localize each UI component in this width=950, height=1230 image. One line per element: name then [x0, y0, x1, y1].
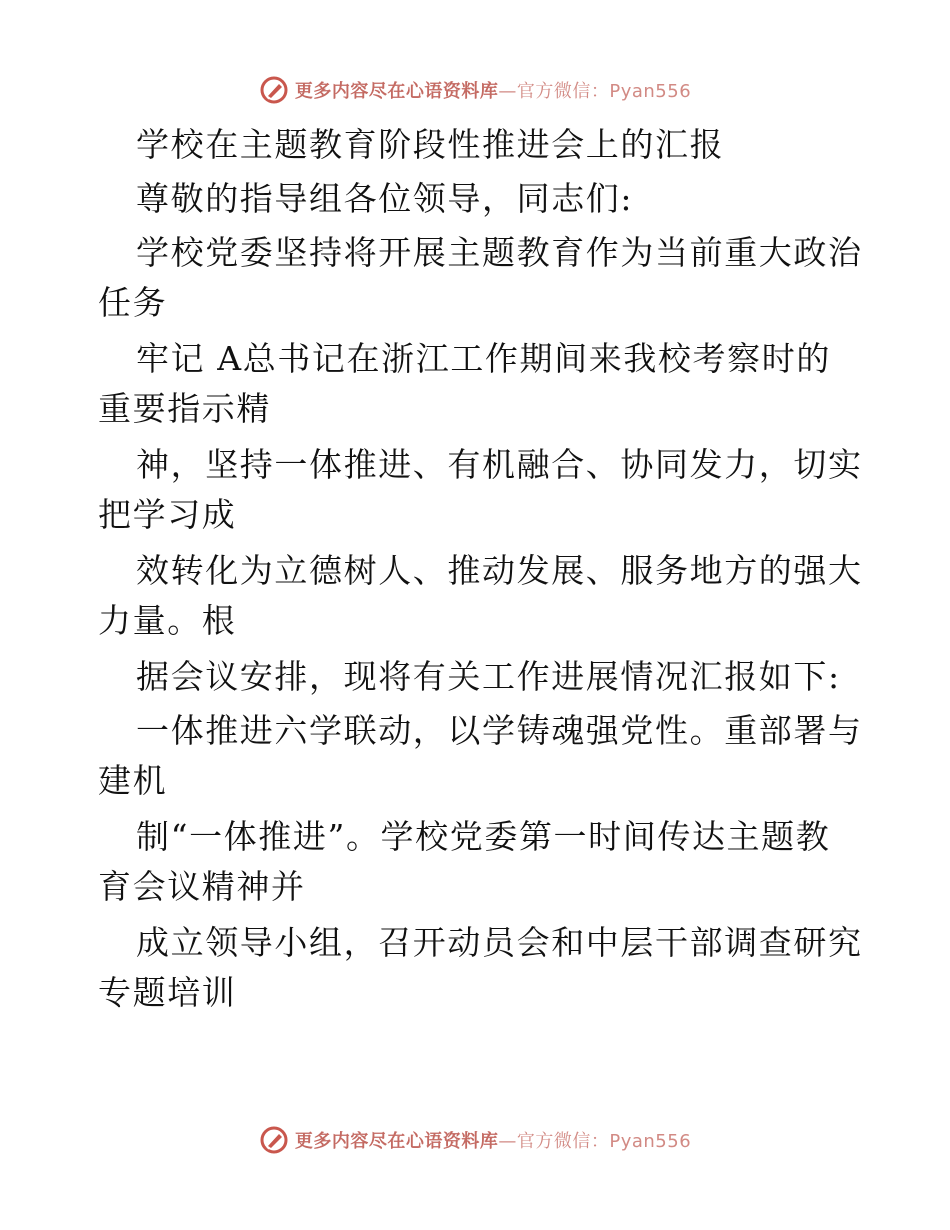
paragraph-line: 任务: [98, 283, 168, 322]
banner-text: 更多内容尽在心语资料库—官方微信：Pyan556: [294, 1131, 692, 1152]
paragraph-line: 据会议安排，现将有关工作进展情况汇报如下:: [136, 657, 841, 696]
paragraph-line: 把学习成: [98, 495, 237, 534]
paragraph-line: 制“一体推进”。学校党委第一时间传达主题教: [136, 817, 831, 856]
paragraph-line: 效转化为立德树人、推动发展、服务地方的强大: [136, 551, 863, 590]
pen-logo-icon: [259, 1125, 289, 1155]
banner-text: 更多内容尽在心语资料库—官方微信：Pyan556: [294, 81, 692, 102]
paragraph-line: 成立领导小组，召开动员会和中层干部调查研究: [136, 923, 863, 962]
paragraph-line: 育会议精神并: [98, 867, 306, 906]
paragraph-line: 学校党委坚持将开展主题教育作为当前重大政治: [136, 233, 863, 272]
salutation: 尊敬的指导组各位领导，同志们:: [136, 179, 634, 218]
paragraph-line: 建机: [98, 761, 168, 800]
header-banner: [0, 70, 950, 110]
paragraph-line: 一体推进六学联动，以学铸魂强党性。重部署与: [136, 711, 863, 750]
document-title: 学校在主题教育阶段性推进会上的汇报: [136, 125, 725, 164]
paragraph-line: 力量。根: [98, 601, 237, 640]
footer-banner: [0, 1120, 950, 1160]
paragraph-line: 神，坚持一体推进、有机融合、协同发力，切实: [136, 445, 863, 484]
paragraph-line: 专题培训: [98, 973, 237, 1012]
pen-logo-icon: [259, 75, 289, 105]
paragraph-line: 牢记 A总书记在浙江工作期间来我校考察时的: [136, 339, 831, 378]
document-body: [98, 118, 863, 1022]
paragraph-line: 重要指示精: [98, 389, 271, 428]
